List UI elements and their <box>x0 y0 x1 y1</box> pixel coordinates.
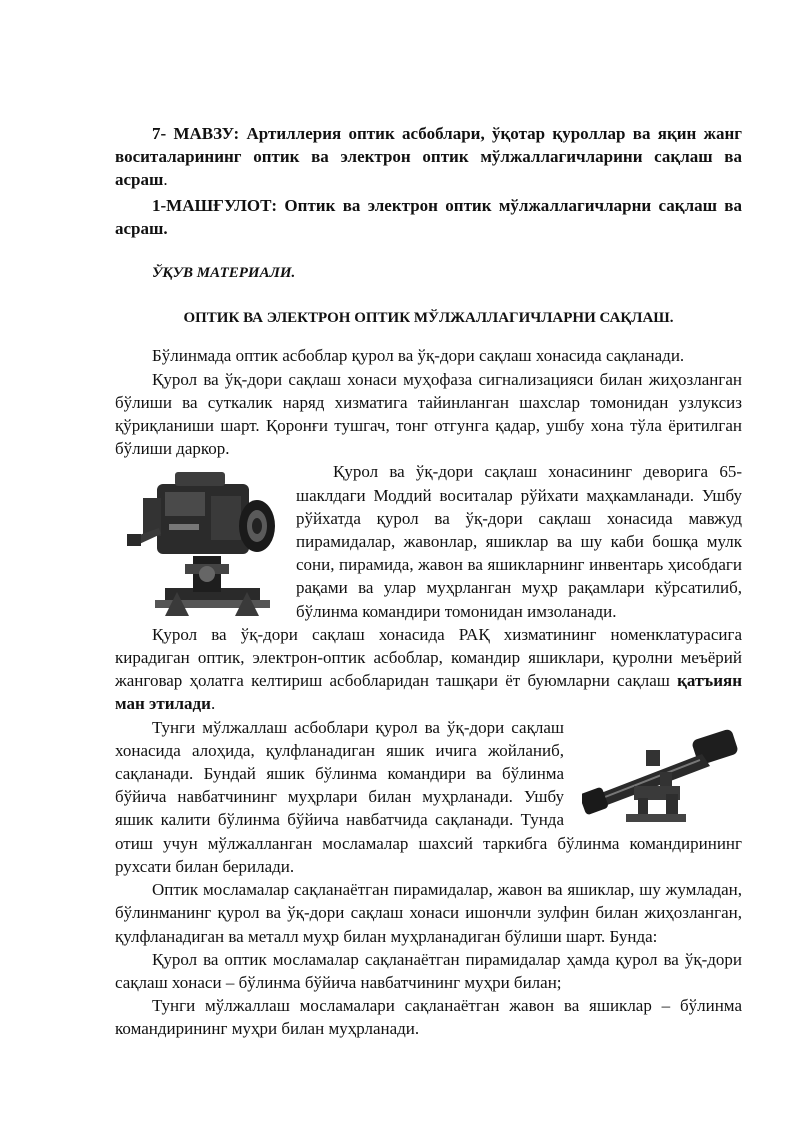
topic-title: Артиллерия оптик асбоблари, ўқотар қуроллар ва яқин жанг воситаларининг оптик ва электрон оптик мўлжаллагичларини сақлаш ва асраш <box>115 124 742 190</box>
lesson-heading: 1-МАШҒУЛОТ: Оптик ва электрон оптик мўлжаллагичларни сақлаш ва асраш. <box>115 195 742 238</box>
document-page <box>115 118 742 1041</box>
paragraph-4-end: . <box>210 694 216 714</box>
rifle-scope-image <box>582 728 742 828</box>
paragraph-2: Қурол ва ўқ-дори сақлаш хонаси муҳофаза сигнализацияси билан жиҳозланган бўлиши ва суткалик наряд хизматига тайинланган шахслар томонидан узлуксиз қўриқланиши шарт. Қоронғи тушгач, тонг отгунга қадар, ушбу хона тўла ёритилган бўлиши даркор. <box>115 369 742 459</box>
paragraph-4-text: Қурол ва ўқ-дори сақлаш хонасида РАҚ хизматининг номенклатурасига кирадиган оптик, электрон-оптик асбоблар, командир яшиклари, қуролни меъёрий жанговар ҳолатга келтириш асбобларидан ташқари ёт буюмларни сақлаш <box>115 624 742 691</box>
paragraph-1: Бўлинмада оптик асбоблар қурол ва ўқ-дори сақлаш хонасида сақланади. <box>152 346 685 366</box>
topic-period: . <box>163 170 168 190</box>
paragraph-3: Қурол ва ўқ-дори сақлаш хонасининг деворига 65-шаклдаги Моддий воситалар рўйхати маҳкамланади. Ушбу рўйхатда қурол ва ўқ-дори сақлаш хонасида мавжуд пирамидалар, жавонлар, яшиклар ва шу каби бошқа мулк сони, пирамида, жавон ва яшикларнинг инвентарь ҳисобдаги рақами ва улар муҳрланган муҳр рақамлари кўрсатилиб, бўлинма командири томонидан имзоланади. <box>296 462 742 621</box>
paragraph-5: Тунги мўлжаллаш асбоблари қурол ва ўқ-дори сақлаш хонасида алоҳида, қулфланадиган яшик ичига жойланиб, сақланади. Бундай яшик бўлинма командири ва бўлинма бўйича навбатчининг муҳрлари билан муҳрланади. Ушбу яшик калити бўлинма бўйича навбатчида сақланади. Тунда отиш учун мўлжалланган мосламалар шахсий таркибга бўлинма командирининг рухсати билан берилади. <box>115 717 742 876</box>
paragraph-4-emphasis: қатъиян ман этилади <box>115 671 742 714</box>
paragraph-4 <box>115 623 742 716</box>
topic-prefix: 7- МАВЗУ: <box>152 124 240 143</box>
night-sight-device-image <box>125 466 280 616</box>
paragraph-7: Қурол ва оптик мосламалар сақланаётган пирамидалар ҳамда қурол ва ўқ-дори сақлаш хонаси – бўлинма бўйича навбатчининг муҳри билан; <box>115 949 742 992</box>
paragraph-6: Оптик мосламалар сақланаётган пирамидалар, жавон ва яшиклар, шу жумладан, бўлинманинг қурол ва ўқ-дори сақлаш хонаси ишончли зулфин билан жиҳозланган, қулфланадиган ва металл муҳр билан муҳрланадиган бўлиши шарт. Бунда: <box>115 880 742 946</box>
topic-heading <box>115 122 742 192</box>
section-title: ОПТИК ВА ЭЛЕКТРОН ОПТИК МЎЛЖАЛЛАГИЧЛАРНИ САҚЛАШ. <box>183 310 674 327</box>
study-material-label: ЎҚУВ МАТЕРИАЛИ. <box>152 265 296 282</box>
paragraph-8: Тунги мўлжаллаш мосламалари сақланаётган жавон ва яшиклар – бўлинма командирининг муҳри билан муҳрланади. <box>115 996 742 1039</box>
